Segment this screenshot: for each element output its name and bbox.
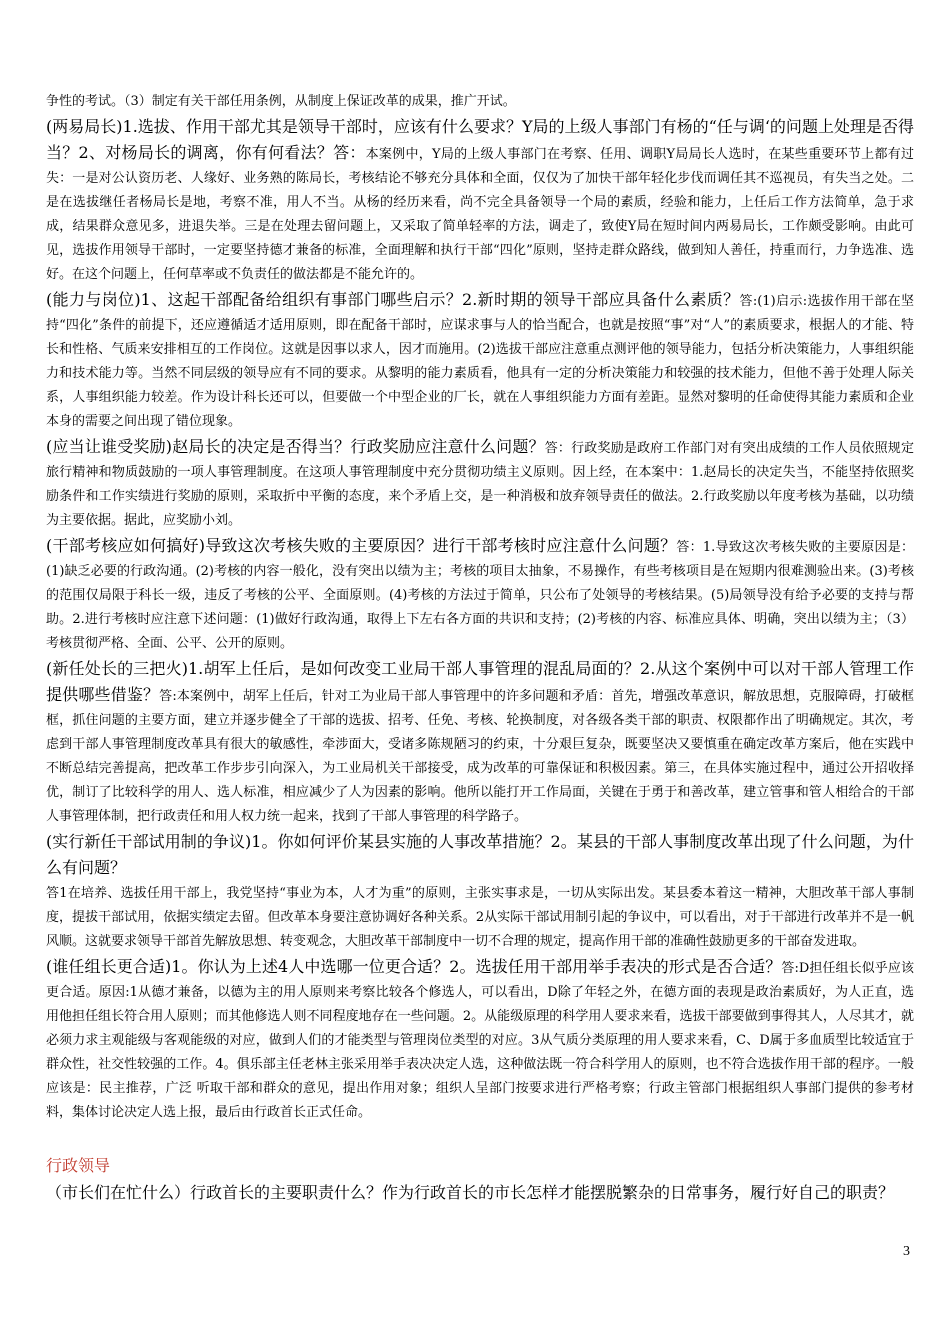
case-paragraph <box>46 115 914 287</box>
case-answer: 答：1.导致这次考核失败的主要原因是：(1)缺乏必要的行政沟通。(2)考核的内容一般化，没有突出以绩为主；考核的项目太抽象，不易操作，有些考核项目是在短期内很难测验出来。(3)考核的范围仅局限于科长一级，违反了考核的公平、全面原则。(4)考核的方法过于简单，只公布了处领导的考核结果。(5)局领导没有给予必要的支持与帮助。2.进行考核时应注意下述问题：(1)做好行政沟通，取得上下左右各方面的共识和支持；(2)考核的内容、标准应具体、明确，突出以绩为主；（3）考核贯彻严格、全面、公平、公开的原则。 <box>46 540 914 651</box>
case-answer: 答:本案例中，胡军上任后，针对工为业局干部人事管理中的许多问题和矛盾：首先，增强改革意识，解放思想，克服障碍，打破框框，抓住问题的主要方面，建立并逐步健全了干部的选拔、招考、任免、考核、轮换制度，对各级各类干部的职责、权限都作出了明确规定。其次，考虑到干部人事管理制度改革具有很大的敏感性，牵涉面大，受诸多陈规陋习的约束，十分艰巨复杂，既要坚决又要慎重在确定改革方案后，他在实践中不断总结完善提高，把改革工作步步引向深入，为工业局机关干部接受，成为改革的可靠保证和积极因素。第三，在具体实施过程中，通过公开招收择优，制订了比较科学的用人、选人标准，相应减少了人为因素的影响。他所以能打开工作局面，关键在于勇于和善改革，建立管事和管人相给合的干部人事管理体制，把行政责任和用人权力统一起来，找到了干部人事管理的科学路子。 <box>46 689 914 824</box>
opening-paragraph <box>46 90 914 114</box>
case-answer: 答：行政奖励是政府工作部门对有突出成绩的工作人员依照规定旅行精神和物质鼓励的一项人事管理制度。在这项人事管理制度中充分贯彻功绩主义原则。因上经，在本案中：1.赵局长的决定失当，不能坚持依照奖励条件和工作实绩进行奖励的原则，采取折中平衡的态度，来个矛盾上交，是一种消极和放弃领导责任的做法。2.行政奖励以年度考核为基础，以功绩为主要依据。据此，应奖励小刘。 <box>46 441 914 528</box>
case-answer: 答1在培养、选拔任用干部上，我党坚持“事业为本，人才为重”的原则，主张实事求是，一切从实际出发。某县委本着这一精神，大胆改革干部人事制度，提拔干部试用，依据实绩定去留。但改革本身要注意协调好各种关系。2从实际干部试用制引起的争议中，可以看出，对于干部进行改革并不是一帆风顺。这就要求领导干部首先解放思想、转变观念，大胆改革干部制度中一切不合理的规定，提高作用干部的准确性鼓励更多的干部奋发进取。 <box>46 886 914 949</box>
case-question: (应当让谁受奖励)赵局长的决定是否得当？行政奖励应注意什么问题？ <box>46 437 545 456</box>
page-number: 3 <box>903 1244 910 1259</box>
case-paragraph <box>46 435 914 533</box>
final-question: （市长们在忙什么）行政首长的主要职责什么？作为行政首长的市长怎样才能摆脱繁杂的日常事务，履行好自己的职责？ <box>46 1183 895 1202</box>
case-question: (两易局长)1.选拔、作用干部尤其是领导干部时，应该有什么要求？Y局的上级人事部门有杨的“任与调‘的问题上处理是否得当？2、对杨局长的调离，你有何看法？答： <box>46 117 914 162</box>
case-question: (干部考核应如何搞好)导致这次考核失败的主要原因？进行干部考核时应注意什么问题？ <box>46 536 677 555</box>
case-paragraph <box>46 534 914 656</box>
document-body <box>46 90 914 1205</box>
case-question: (新任处长的三把火)1.胡军上任后，是如何改变工业局干部人事管理的混乱局面的？2.从这个案例中可以对干部人管理工作提供哪些借鉴？ <box>46 659 914 704</box>
case-paragraph <box>46 830 914 954</box>
case-paragraph <box>46 657 914 829</box>
section-heading: 行政领导 <box>46 1156 111 1175</box>
case-answer: 答:(1)启示:选拔作用干部在坚持“四化”条件的前提下，还应遵循适才适用原则，即在配备干部时，应谋求事与人的恰当配合，也就是按照“事”对“人”的素质要求，根据人的才能、特长和性格、气质来安排相互的工作岗位。这就是因事以求人，因才而施用。(2)选拔干部应注意重点测评他的领导能力，包括分析决策能力，人事组织能力和技术能力等。当然不同层级的领导应有不同的要求。从黎明的能力素质看，他具有一定的分析决策能力和较强的技术能力，但他不善于处理人际关系，人事组织能力较差。作为设计科长还可以，但要做一个中型企业的厂长，就在人事组织能力方面有差距。显然对黎明的任命使得其能力素质和企业本身的需要之间出现了错位现象。 <box>46 294 914 429</box>
case-question: (能力与岗位)1、这起干部配备给组织有事部门哪些启示？2.新时期的领导干部应具备什么素质？ <box>46 290 740 309</box>
opening-text: 争性的考试。（3）制定有关干部任用条例，从制度上保证改革的成果，推广开试。 <box>46 94 516 109</box>
case-paragraph <box>46 288 914 434</box>
case-answer: 本案例中，Y局的上级人事部门在考察、任用、调职Y局局长人选时，在某些重要环节上都有过失：一是对公认资历老、人缘好、业务熟的陈局长，考核结论不够充分具体和全面，仅仅为了加快干部年轻化步伐而调任其不巡视员，有失当之处。二是在选拔继任者杨局长是地，考察不准，用人不当。从杨的经历来看，尚不完全具备领导一个局的素质，经验和能力，上任后工作方法简单，急于求成，结果群众意见多，进退失举。三是在处理去留问题上，又采取了简单轻率的方法，调走了，致使Y局在短时间内两易局长，工作颇受影响。由此可见，选拔作用领导干部时，一定要坚持德才兼备的标准，全面理解和执行干部“四化”原则，坚持走群众路线，做到知人善任，持重而行，力争选准、选好。在这个问题上，任何草率或不负责任的做法都是不能允许的。 <box>46 147 914 282</box>
case-question: (谁任组长更合适)1。你认为上述4人中选哪一位更合适？2。选拔任用干部用举手表决的形式是否合适？ <box>46 957 782 976</box>
case-answer: 答:D担任组长似乎应该更合适。原因:1从德才兼备，以德为主的用人原则来考察比较各个修选人，可以看出，D除了年轻之外，在德方面的表现是政治素质好，为人正直，选用他担任组长符合用人原则；而其他修选人则不同程度地存在一些问题。2。从能级原理的科学用人要求来看，选拔干部要做到事得其人，人尽其才，就必须力求主观能级与客观能级的对应，做到人们的才能类型与管理岗位类型的对应。3从气质分类原理的用人要求来看，C、D属于多血质型比较适宜于群众性，社交性较强的工作。4。俱乐部主任老林主张采用举手表决决定人选，这种做法既一符合科学用人的原则，也不符合选拔作用干部的程序。一般应该是：民主推荐，广泛 听取干部和群众的意见，提出作用对象；组织人呈部门按要求进行严格考察；行政主管部门根据组织人事部门提供的参考材料，集体讨论决定人选上报，最后由行政首长正式任命。 <box>46 961 914 1120</box>
case-question: (实行新任干部试用制的争议)1。你如何评价某县实施的人事改革措施？2。某县的干部人事制度改革出现了什么问题，为什么有问题？ <box>46 832 914 877</box>
case-paragraph <box>46 955 914 1125</box>
